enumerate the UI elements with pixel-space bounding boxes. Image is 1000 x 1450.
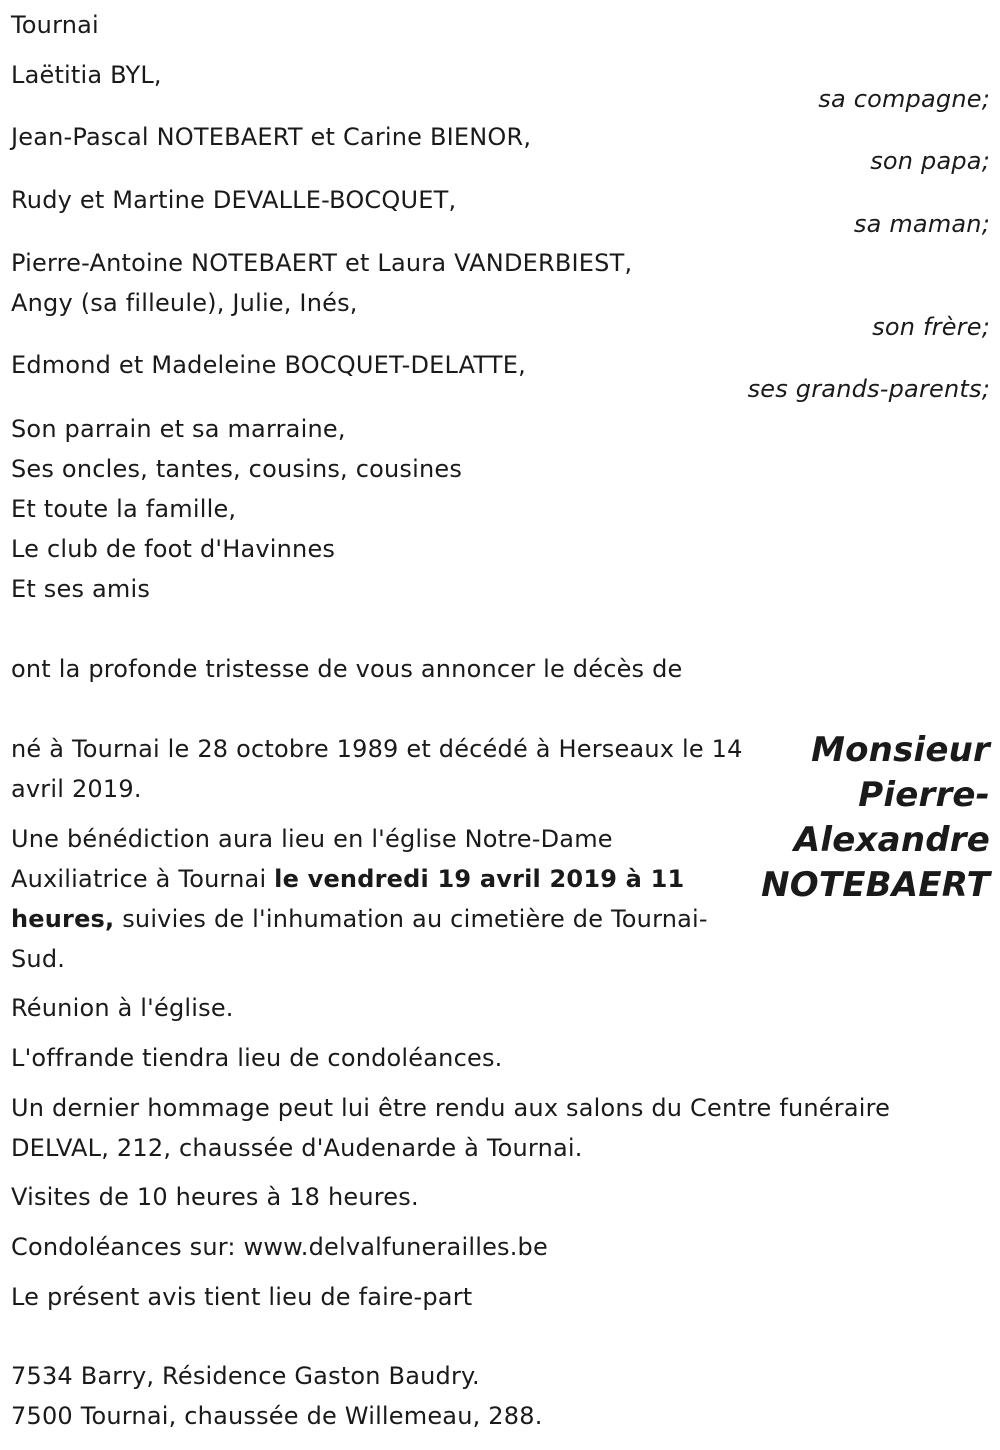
deceased-title: Monsieur [811, 730, 990, 770]
deceased-first-name-2: Alexandre [793, 820, 990, 860]
others-line: Le club de foot d'Havinnes [11, 535, 336, 563]
others-line: Et toute la famille, [11, 495, 237, 523]
ceremony-date: le vendredi 19 avril 2019 à 11 heures, [11, 865, 685, 933]
visits: Visites de 10 heures à 18 heures. [11, 1183, 419, 1211]
family-name-line: Rudy et Martine DEVALLE-BOCQUET, [11, 186, 457, 214]
family-relation: sa compagne; [818, 85, 990, 113]
ceremony [11, 819, 746, 979]
family-name-line: Angy (sa filleule), Julie, Inés, [11, 289, 358, 317]
family-name-line: Jean-Pascal NOTEBAERT et Carine BIENOR, [11, 123, 532, 151]
deceased-last-name: NOTEBAERT [761, 865, 990, 905]
ceremony-after: suivies de l'inhumation au cimetière de Tournai-Sud. [11, 905, 708, 973]
family-name-line: Laëtitia BYL, [11, 61, 162, 89]
family-name-line: Edmond et Madeleine BOCQUET-DELATTE, [11, 351, 526, 379]
meeting: Réunion à l'église. [11, 994, 234, 1022]
family-relation: son papa; [870, 147, 990, 175]
offering: L'offrande tiendra lieu de condoléances. [11, 1044, 503, 1072]
announcement: ont la profonde tristesse de vous annoncer le décès de [11, 655, 683, 683]
others-line: Son parrain et sa marraine, [11, 415, 346, 443]
family-name-line: Pierre-Antoine NOTEBAERT et Laura VANDERBIEST, [11, 249, 633, 277]
notice: Le présent avis tient lieu de faire-part [11, 1283, 473, 1311]
others-line: Et ses amis [11, 575, 151, 603]
city-heading: Tournai [11, 11, 99, 39]
address-line: 7534 Barry, Résidence Gaston Baudry. [11, 1362, 480, 1390]
family-relation: sa maman; [853, 210, 990, 238]
family-relation: ses grands-parents; [747, 375, 990, 403]
deceased-name [730, 728, 990, 908]
condolences: Condoléances sur: www.delvalfunerailles.be [11, 1233, 548, 1261]
tribute: Un dernier hommage peut lui être rendu aux salons du Centre funéraire DELVAL, 212, chaussée d'Audenarde à Tournai. [11, 1094, 891, 1162]
birth-death: né à Tournai le 28 octobre 1989 et décédé à Herseaux le 14 avril 2019. [11, 735, 743, 803]
deceased-first-name-1: Pierre- [858, 775, 990, 815]
others-line: Ses oncles, tantes, cousins, cousines [11, 455, 463, 483]
family-relation: son frère; [872, 313, 990, 341]
ceremony-before: Une bénédiction aura lieu en l'église Notre-Dame Auxiliatrice à Tournai [11, 825, 613, 893]
address-line: 7500 Tournai, chaussée de Willemeau, 288. [11, 1402, 543, 1430]
